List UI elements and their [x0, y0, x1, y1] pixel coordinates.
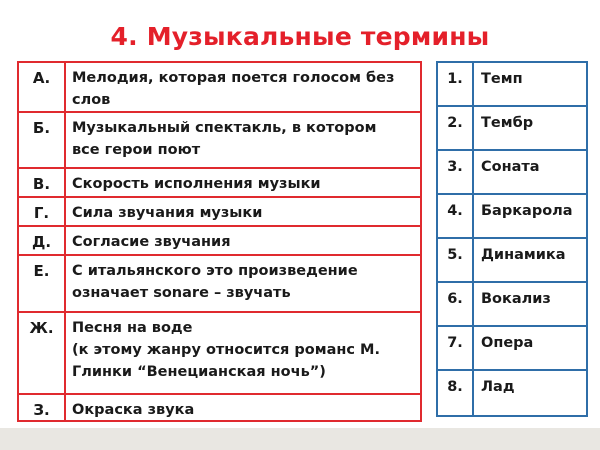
definition-letter: З.	[19, 395, 66, 420]
term-number: 1.	[438, 63, 474, 105]
term-text: Темп	[481, 71, 523, 87]
definition-row	[19, 113, 420, 169]
term-row	[438, 151, 586, 195]
term-text: Баркарола	[481, 203, 573, 219]
bottom-band	[0, 428, 600, 450]
definitions-table	[17, 61, 422, 422]
term-row	[438, 195, 586, 239]
definition-letter: А.	[19, 63, 66, 111]
definition-row	[19, 227, 420, 256]
definition-letter: В.	[19, 169, 66, 196]
term-row	[438, 371, 586, 415]
term-row	[438, 283, 586, 327]
term-row	[438, 63, 586, 107]
term-text: Соната	[481, 159, 540, 175]
term-row	[438, 239, 586, 283]
term-number: 8.	[438, 371, 474, 415]
definition-text: Мелодия, которая поется голосом без слов	[72, 70, 395, 108]
definition-text: Окраска звука	[72, 402, 195, 418]
term-text: Динамика	[481, 247, 566, 263]
term-text: Вокализ	[481, 291, 551, 307]
definition-row	[19, 395, 420, 420]
term-number: 3.	[438, 151, 474, 193]
definition-text: Согласие звучания	[72, 234, 231, 250]
definition-row	[19, 313, 420, 395]
definition-letter: Ж.	[19, 313, 66, 393]
term-number: 2.	[438, 107, 474, 149]
definition-row	[19, 169, 420, 198]
definition-text: Песня на воде (к этому жанру относится романс М. Глинки “Венецианская ночь”)	[72, 320, 380, 380]
term-number: 5.	[438, 239, 474, 281]
definition-letter: Д.	[19, 227, 66, 254]
definition-row	[19, 198, 420, 227]
term-text: Опера	[481, 335, 534, 351]
term-row	[438, 107, 586, 151]
definition-row	[19, 256, 420, 313]
term-text: Тембр	[481, 115, 534, 131]
terms-table	[436, 61, 588, 417]
definition-text: С итальянского это произведение означает sonare – звучать	[72, 263, 358, 301]
definition-letter: Б.	[19, 113, 66, 167]
term-number: 7.	[438, 327, 474, 369]
slide-title: 4. Музыкальные термины	[110, 22, 490, 51]
term-number: 6.	[438, 283, 474, 325]
definition-text: Скорость исполнения музыки	[72, 176, 321, 192]
definition-row	[19, 63, 420, 113]
term-row	[438, 327, 586, 371]
definition-letter: Г.	[19, 198, 66, 225]
definition-letter: Е.	[19, 256, 66, 311]
term-number: 4.	[438, 195, 474, 237]
definition-text: Музыкальный спектакль, в котором все герои поют	[72, 120, 377, 158]
term-text: Лад	[481, 379, 515, 395]
definition-text: Сила звучания музыки	[72, 205, 263, 221]
